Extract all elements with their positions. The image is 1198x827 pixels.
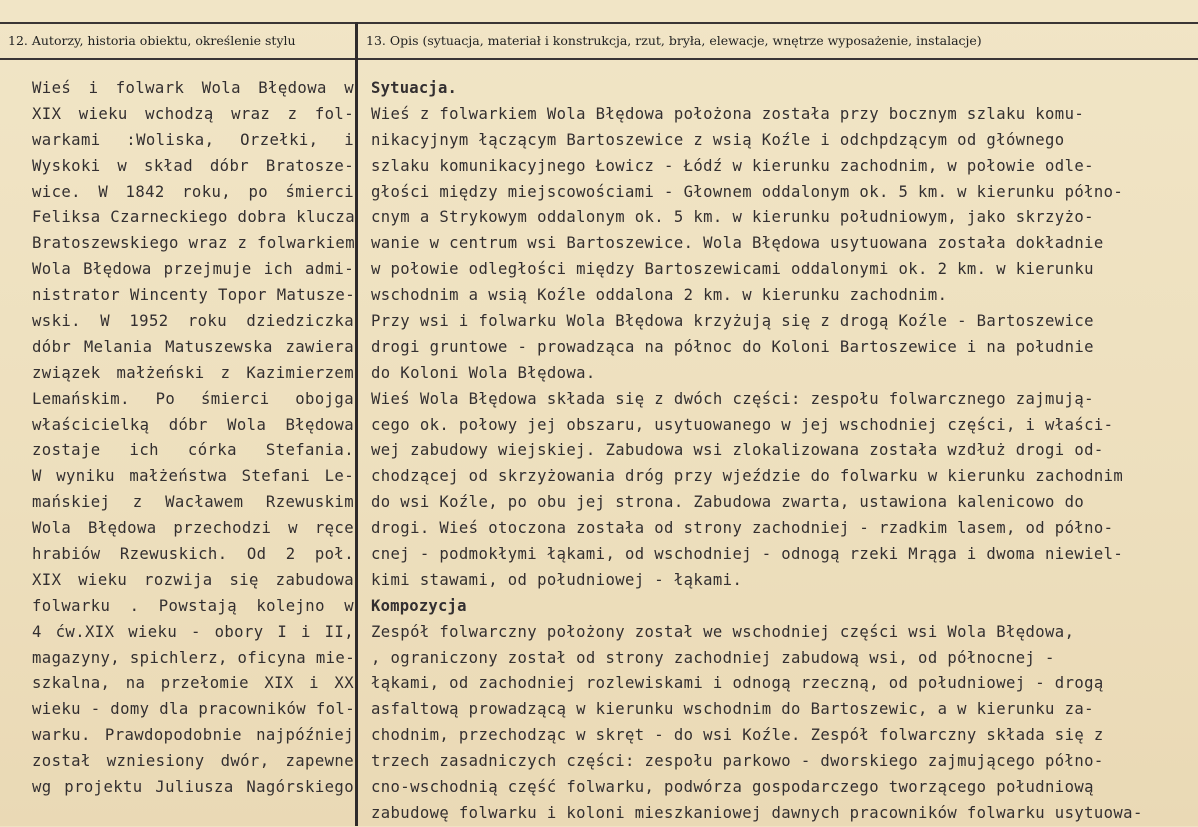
description-column (371, 76, 1191, 827)
history-line: Wyskoki w skład dóbr Bratosze- (32, 156, 354, 175)
description-line: kimi stawami, od południowej - łąkami. (371, 570, 743, 589)
description-line: , ograniczony został od strony zachodniej zabudową wsi, od północnej - (371, 648, 1055, 667)
history-line: Feliksa Czarneckiego dobra klucza (32, 208, 356, 227)
history-line: warkami :Woliska, Orzełki, i (32, 130, 354, 149)
history-line: Wieś i folwark Wola Błędowa w (32, 79, 354, 97)
description-line: chodzącej od skrzyżowania dróg przy wjeździe do folwarku w kierunku zachodnim (371, 467, 1124, 486)
history-line: wieku - domy dla pracowników fol- (32, 700, 356, 719)
description-line: zabudowę folwarku i koloni mieszkaniowej dawnych pracowników folwarku usytuowa- (371, 803, 1143, 822)
description-line: do wsi Koźle, po obu jej strona. Zabudowa zwarta, ustawiona kalenicowo do (371, 493, 1085, 512)
description-line: szlaku komunikacyjnego Łowicz - Łódź w kierunku zachodnim, w połowie odle- (371, 156, 1094, 175)
history-line: właścicielką dóbr Wola Błędowa (32, 415, 354, 434)
history-line: wg projektu Juliusza Nagórskiego (32, 778, 354, 797)
header-rule (0, 58, 1198, 60)
description-line: chodnim, przechodząc w skręt - do wsi Koźle. Zespół folwarczny składa się z (371, 726, 1104, 745)
description-line: wej zabudowy wiejskiej. Zabudowa wsi zlokalizowana została wzdłuż drogi od- (371, 441, 1104, 460)
history-line: wski. W 1952 roku dziedziczka (32, 312, 354, 331)
description-line: cno-wschodnią część folwarku, podwórza gospodarczego tworzącego południową (371, 778, 1094, 797)
history-line: XIX wieku wchodzą wraz z fol- (32, 104, 354, 123)
description-line: Przy wsi i folwarku Wola Błędowa krzyżują się z drogą Koźle - Bartoszewice (371, 312, 1094, 331)
history-line: XIX wieku rozwija się zabudowa (32, 570, 354, 589)
description-line: asfaltową prowadzącą w kierunku wschodnim do Bartoszewic, a w kierunku za- (371, 700, 1094, 719)
history-line: Lemańskim. Po śmierci obojga (32, 389, 354, 408)
history-line: szkalna, na przełomie XIX i XX (32, 674, 354, 693)
section-12-header: 12. Autorzy, historia obiektu, określenie stylu (8, 33, 296, 48)
description-line: cnej - podmokłymi łąkami, od wschodniej - odnogą rzeki Mrąga i dwoma niewiel- (371, 545, 1124, 564)
section-heading: Kompozycja (371, 596, 467, 615)
history-line: wice. W 1842 roku, po śmierci (32, 182, 354, 201)
description-line: w połowie odległości między Bartoszewicami oddalonymi ok. 2 km. w kierunku (371, 260, 1094, 279)
history-line: 4 ćw.XIX wieku - obory I i II, (32, 622, 354, 641)
description-line: Wieś Wola Błędowa składa się z dwóch części: zespołu folwarcznego zajmują- (371, 389, 1094, 408)
description-line: drogi. Wieś otoczona została od strony zachodniej - rzadkim lasem, od półno- (371, 519, 1114, 538)
column-divider (355, 22, 358, 826)
description-line: cego ok. połowy jej obszaru, usytuowanego w jej wschodniej części, i właści- (371, 415, 1114, 434)
history-line: Wola Błędowa przechodzi w ręce (32, 519, 354, 538)
description-line: łąkami, od zachodniej rozlewiskami i odnogą rzeczną, od południowej - drogą (371, 674, 1104, 693)
history-line: hrabiów Rzewuskich. Od 2 poł. (32, 545, 354, 564)
history-line: Bratoszewskiego wraz z folwarkiem (32, 234, 356, 253)
description-line: nikacyjnym łączącym Bartoszewice z wsią Koźle i odchpdzącym od głównego (371, 130, 1065, 149)
history-line: Wola Błędowa przejmuje ich admi- (32, 260, 354, 279)
description-line: do Koloni Wola Błędowa. (371, 363, 596, 382)
description-line: wanie w centrum wsi Bartoszewice. Wola Błędowa usytuowana została dokładnie (371, 234, 1104, 253)
top-rule (0, 22, 1198, 24)
history-line: został wzniesiony dwór, zapewne (32, 752, 354, 771)
description-line: Zespół folwarczny położony został we wschodniej części wsi Wola Błędowa, (371, 622, 1075, 641)
section-heading: Sytuacja. (371, 79, 458, 97)
history-line: warku. Prawdopodobnie najpóźniej (32, 726, 354, 745)
history-line: zostaje ich córka Stefania. (32, 441, 354, 460)
description-line: głości między miejscowościami - Głownem oddalonym ok. 5 km. w kierunku półno- (371, 182, 1124, 201)
history-line: W wyniku małżeństwa Stefani Le- (32, 467, 354, 486)
history-line: mańskiej z Wacławem Rzewuskim (32, 493, 354, 512)
history-line: folwarku . Powstają kolejno w (32, 596, 354, 615)
section-13-header: 13. Opis (sytuacja, materiał i konstrukcja, rzut, bryła, elewacje, wnętrze wyposażenie, instalacje) (366, 33, 982, 48)
description-line: Wieś z folwarkiem Wola Błędowa położona została przy bocznym szlaku komu- (371, 104, 1085, 123)
history-line: nistrator Wincenty Topor Matusze- (32, 286, 356, 305)
description-line: cnym a Strykowym oddalonym ok. 5 km. w kierunku południowym, jako skrzyżo- (371, 208, 1094, 227)
history-line: dóbr Melania Matuszewska zawiera (32, 337, 354, 356)
history-column (32, 76, 354, 801)
description-line: trzech zasadniczych części: zespołu parkowo - dworskiego zajmującego półno- (371, 752, 1104, 771)
description-line: drogi gruntowe - prowadząca na północ do Koloni Bartoszewice i na południe (371, 337, 1094, 356)
history-line: związek małżeński z Kazimierzem (32, 363, 354, 382)
description-line: wschodnim a wsią Koźle oddalona 2 km. w kierunku zachodnim. (371, 286, 948, 305)
history-line: magazyny, spichlerz, oficyna mie- (32, 648, 356, 667)
